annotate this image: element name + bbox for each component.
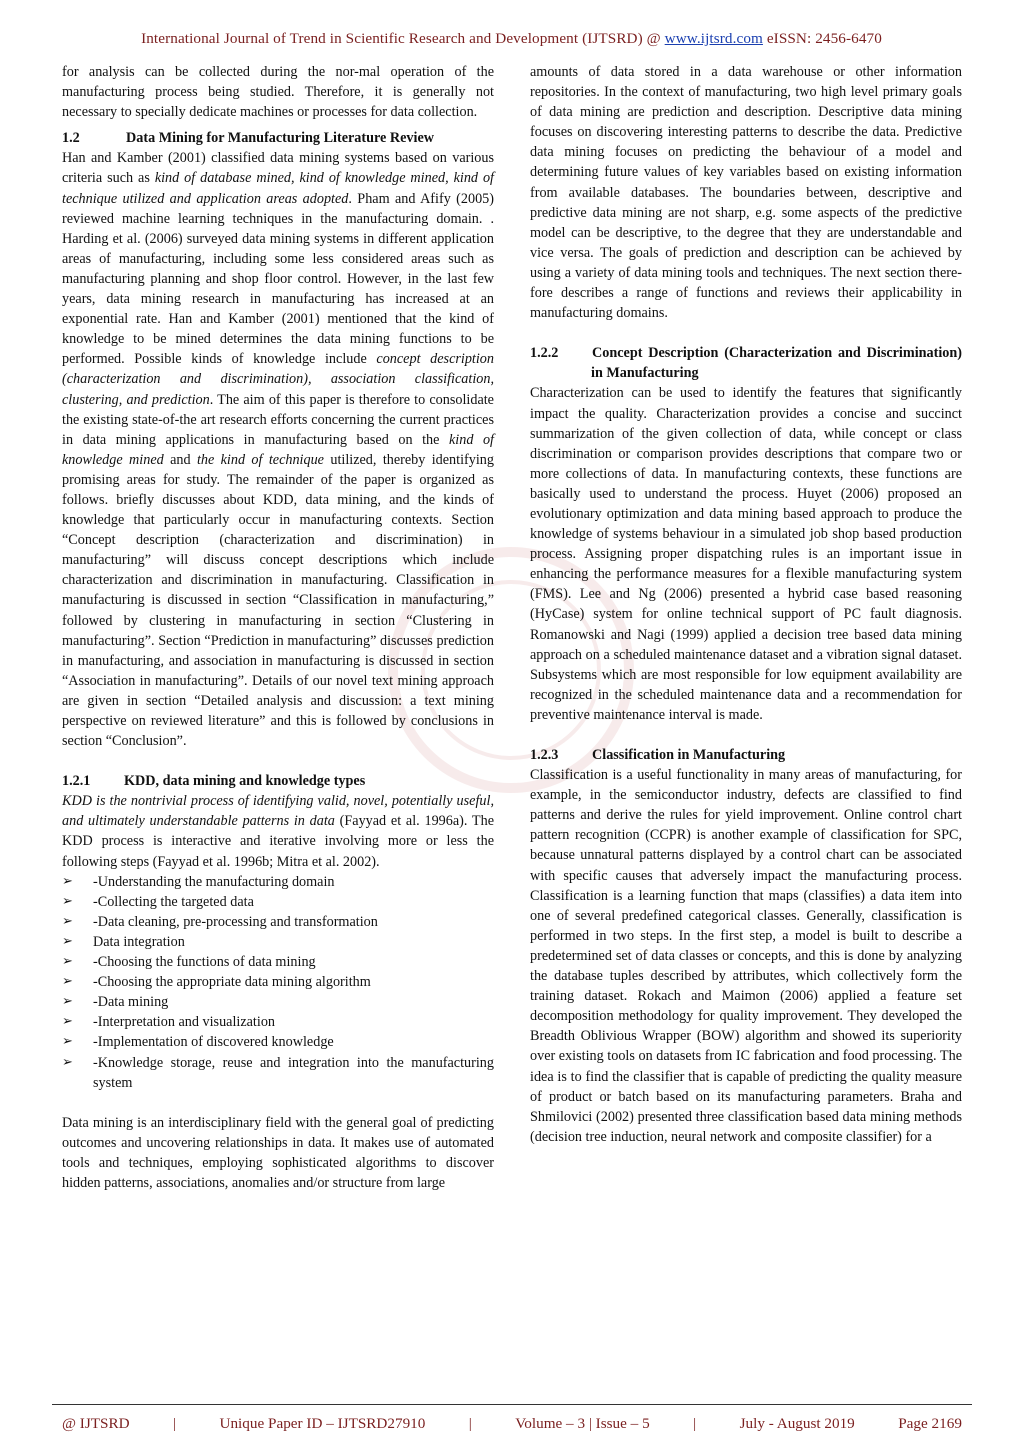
list-item <box>62 872 494 892</box>
list-item-text: -Knowledge storage, reuse and integration into the manufacturing system <box>93 1054 494 1091</box>
section-number: 1.2 <box>62 130 80 147</box>
section-title: Data Mining for Manufacturing Literature Review <box>126 130 435 147</box>
section-number: 1.2.3 <box>530 747 559 763</box>
list-item <box>62 992 494 1012</box>
list-item <box>62 972 494 992</box>
paragraph: amounts of data stored in a data warehouse or other information repositories. In the context of manufacturing, two high level primary goals of data mining are prediction and description. Descriptive data mining focuses on discovering interesting patterns to describe the data. Predictive data mining focuses on predicting the behaviour of a model and determining future values of key variables based on existing information from available databases. The boundaries between, descriptive and predictive data mining are not sharp, e.g. some aspects of the predictive model can be descriptive, to the degree that they are understandable and vice versa. The goals of prediction and description can be achieved by using a variety of data mining tools and techniques. The next section there-fore describes a range of functions and reviews their applicability in manufacturing domains. <box>530 64 962 322</box>
arrow-bullet-icon: ➢ <box>62 873 73 889</box>
footer-rule <box>52 1404 972 1405</box>
section-heading-1-2 <box>62 128 494 148</box>
list-item-text: -Interpretation and visualization <box>93 1014 276 1031</box>
list-item <box>62 1012 494 1032</box>
section-title: Concept Description (Characterization and Discrimination) in Manufacturing <box>591 345 962 382</box>
section-number: 1.2.2 <box>530 345 559 362</box>
text-run: Han and Kamber (2001) classified data mining systems based on various criteria such as <box>62 150 494 187</box>
arrow-bullet-icon: ➢ <box>62 1034 73 1050</box>
journal-issn: eISSN: 2456-6470 <box>762 30 882 47</box>
paragraph <box>62 791 494 871</box>
text-run: utilized, thereby identifying promising areas for study. The remainder of the paper is organized as follows. briefly discusses about KDD, data mining, and the kinds of knowledge that particularly occur in manufacturing contexts. Section “Concept description (characterization and discrimination) in manufacturing” will discuss concept descriptions which include characterization and discrimination in manufacturing. Classification in manufacturing is discussed in section “Classification in manufacturing,” followed by clustering in manufacturing in section “Clustering in manufacturing”. Section “Prediction in manufacturing” discusses prediction in manufacturing, and association in manufacturing is discussed in section “Association in manufacturing”. Details of our novel text mining approach are given in section “Detailed analysis and discussion: a text mining perspective on reviewed literature” and this is followed by conclusions in section “Conclusion”. <box>62 451 494 750</box>
paragraph <box>62 148 494 751</box>
footer-volume: Volume – 3 | Issue – 5 <box>515 1415 650 1432</box>
arrow-bullet-icon: ➢ <box>62 954 73 970</box>
arrow-bullet-icon: ➢ <box>62 913 73 929</box>
kdd-steps-list <box>62 872 494 1093</box>
section-title: Classification in Manufacturing <box>592 747 786 763</box>
list-item <box>62 1032 494 1052</box>
text-run: . Pham and Afify (2005) reviewed machine learning techniques in the manufacturing domain. . Harding et al. (2006) surveyed data mining systems in different application areas of manufacturing, including some less considered areas such as manufacturing planning and shop floor control. However, in the last few years, data mining research in manufacturing has increased at an exponential rate. Han and Kamber (2001) mentioned that the kind of knowledge to be mined determines the data mining functions to be performed. Possible kinds of knowledge include <box>62 190 494 368</box>
section-heading-1-2-3 <box>530 745 962 765</box>
journal-link[interactable]: www.ijtsrd.com <box>664 30 763 47</box>
text-run: . The aim of this paper is therefore to consolidate the existing state-of-the art research efforts concerning the current practices in data mining applications in manufacturing based on the <box>62 391 494 448</box>
list-item <box>62 892 494 912</box>
footer-separator: | <box>173 1415 177 1432</box>
right-column <box>530 62 962 1147</box>
left-column <box>62 62 494 1193</box>
list-item-text: Data integration <box>93 933 185 950</box>
list-item-text: -Collecting the targeted data <box>93 893 254 910</box>
journal-header <box>0 30 1023 48</box>
section-heading-1-2-1 <box>62 771 494 791</box>
arrow-bullet-icon: ➢ <box>62 994 73 1010</box>
list-item-text: -Data cleaning, pre-processing and transformation <box>93 913 378 930</box>
arrow-bullet-icon: ➢ <box>62 1014 73 1030</box>
italic-run: kind of knowledge mined <box>62 431 494 468</box>
section-title: KDD, data mining and knowledge types <box>124 773 366 790</box>
italic-run: the kind of technique <box>196 451 324 468</box>
italic-run: kind of database mined, kind of knowledge mined, kind of technique utilized and application areas adopted <box>62 170 494 207</box>
paragraph: Characterization can be used to identify the features that significantly impact the quality. Characterization provides a concise and succinct summarization of the given collection of data, while concept or class discrimination or comparison provides descriptions that compare two or more collections of data. In manufacturing contexts, these functions are basically used to understand the process. Huyet (2006) proposed an evolutionary optimization and data mining based approach to produce the knowledge of systems behaviour in a simulated job shop based production process. Assigning proper dispatching rules is an important issue in enhancing the performance measures for a flexible manufacturing system (FMS). Lee and Ng (2006) presented a hybrid case based reasoning (HyCase) system for online technical support of PC fault diagnosis. Romanowski and Nagi (1999) applied a decision tree based data mining approach on a scheduled maintenance dataset and a vibration signal dataset. Subsystems which are most responsible for low equipment availability are recognized in the scheduled maintenance data and a recommendation for preventive maintenance interval is made. <box>530 385 962 723</box>
arrow-bullet-icon: ➢ <box>62 974 73 990</box>
footer-separator: | <box>468 1415 472 1432</box>
page-footer <box>62 1415 962 1433</box>
list-item-text: -Implementation of discovered knowledge <box>93 1034 334 1051</box>
text-run: (Fayyad et al. 1996a). The KDD process is interactive and iterative involving more or less the following steps (Fayyad et al. 1996b; Mitra et al. 2002). <box>62 813 494 870</box>
footer-paper-id: Unique Paper ID – IJTSRD27910 <box>219 1415 426 1432</box>
paragraph: Classification is a useful functionality in many areas of manufacturing, for example, in the semiconductor industry, defects are classified to find patterns and derive the rules for yield improvement. Online control chart pattern recognition (CCPR) is another example of classification for SPC, because unnatural patterns displayed by a control chart can be associated with specific causes that adversely impact the manufacturing process. Classification is a learning function that maps (classifies) a data item into one of several predefined categorical classes. Generally, classification is performed in two steps. In the first step, a model is built to describe a predetermined set of data classes or concepts, and this is done by analyzing the database tuples described by attributes, which collectively form the training dataset. Rokach and Maimon (2006) applied a feature set decomposition methodology for quality improvement. They developed the Breadth Oblivious Wrapper (BOW) algorithm and showed its superiority over existing tools on datasets from IC fabrication and food processing. The idea is to find the classifier that is capable of predicting the quality measure of product or batch based on its manufacturing parameters. Braha and Shmilovici (2002) presented three classification based data mining methods (decision tree induction, neural network and composite classifier) for a <box>530 767 962 1145</box>
italic-run: concept description (characterization and discrimination), association classification, clustering, and prediction <box>62 351 494 408</box>
list-item-text: -Understanding the manufacturing domain <box>93 873 335 890</box>
italic-run: KDD is the nontrivial process of identifying valid, novel, potentially useful, and ultimately understandable patterns in data <box>62 793 494 830</box>
list-item <box>62 1053 494 1093</box>
paragraph: for analysis can be collected during the nor-mal operation of the manufacturing process being studied. Therefore, it is generally not necessary to specially dedicate machines or processes for data collection. <box>62 64 494 121</box>
paragraph: Data mining is an interdisciplinary field with the general goal of predicting outcomes and uncovering relationships in data. It makes use of automated tools and techniques, employing sophisticated algorithms to discover hidden patterns, associations, anomalies and/or structure from large <box>62 1114 494 1191</box>
arrow-bullet-icon: ➢ <box>62 1054 73 1070</box>
text-run: and <box>163 451 197 468</box>
list-item <box>62 932 494 952</box>
list-item-text: -Data mining <box>93 994 169 1011</box>
footer-date: July - August 2019 <box>739 1415 855 1432</box>
arrow-bullet-icon: ➢ <box>62 893 73 909</box>
section-number: 1.2.1 <box>62 773 91 790</box>
footer-page: Page 2169 <box>898 1415 962 1432</box>
section-heading-1-2-2 <box>530 343 962 383</box>
journal-title: International Journal of Trend in Scientific Research and Development (IJTSRD) @ <box>141 30 665 47</box>
arrow-bullet-icon: ➢ <box>62 933 73 949</box>
footer-separator: | <box>693 1415 697 1432</box>
list-item-text: -Choosing the appropriate data mining algorithm <box>93 974 371 991</box>
footer-journal: @ IJTSRD <box>62 1415 130 1432</box>
list-item-text: -Choosing the functions of data mining <box>93 954 316 971</box>
list-item <box>62 952 494 972</box>
list-item <box>62 912 494 932</box>
